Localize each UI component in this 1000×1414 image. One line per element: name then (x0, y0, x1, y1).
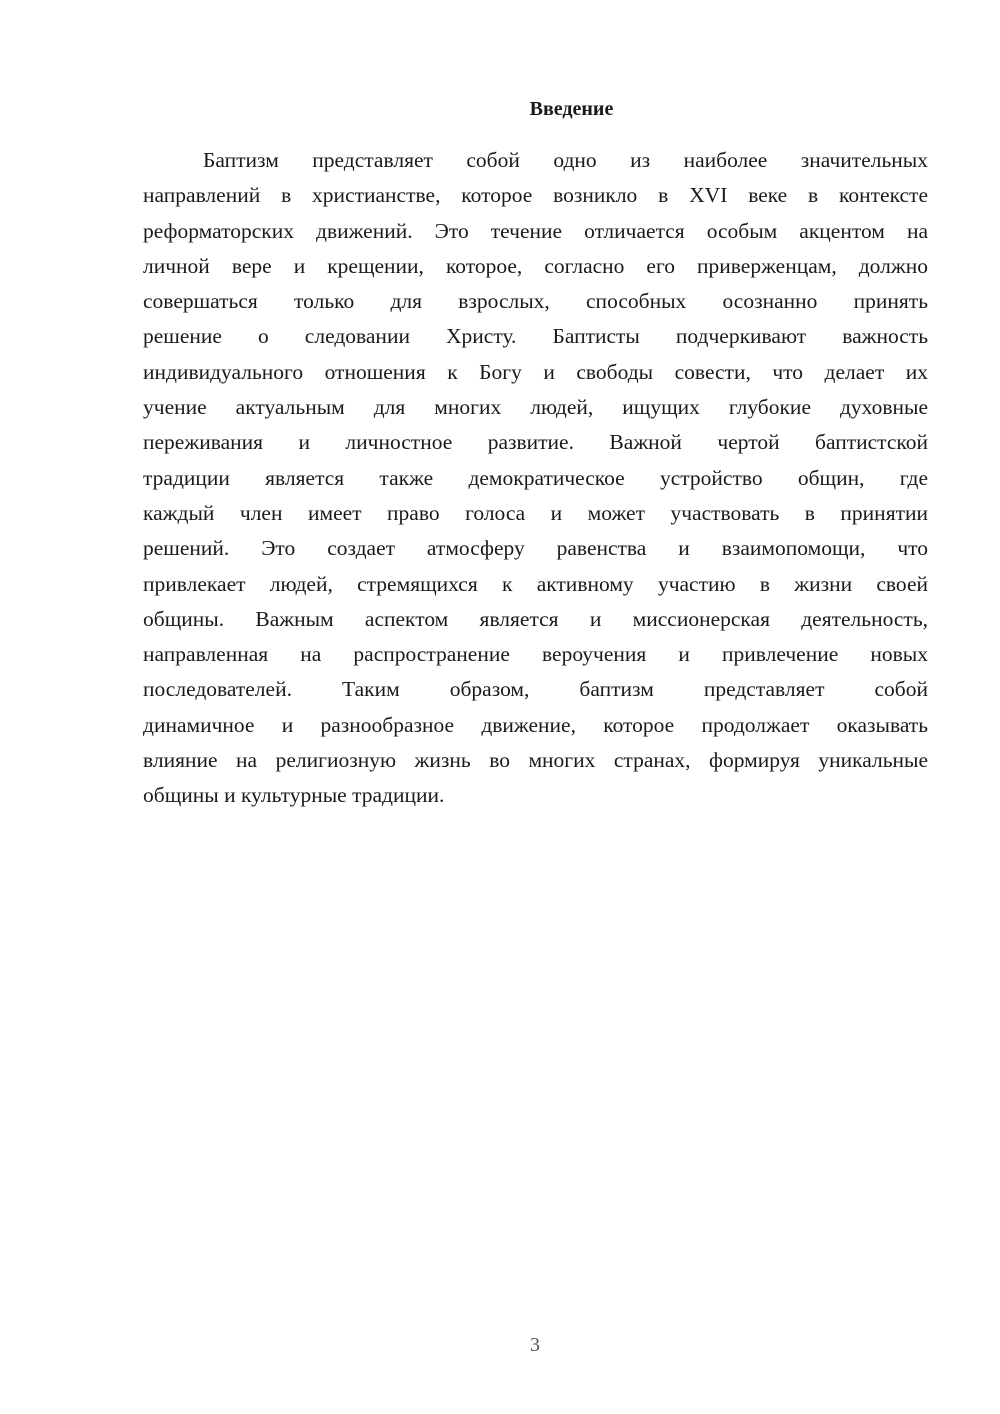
paragraph-line: каждый член имеет право голоса и может участвовать в принятии (143, 500, 928, 525)
paragraph-line: индивидуального отношения к Богу и свободы совести, что делает их (143, 359, 928, 384)
paragraph-line: общины. Важным аспектом является и миссионерская деятельность, (143, 606, 928, 631)
paragraph-line: учение актуальным для многих людей, ищущих глубокие духовные (143, 395, 928, 420)
paragraph-line: решение о следовании Христу. Баптисты подчеркивают важность (143, 324, 928, 349)
paragraph-line: Баптизм представляет собой одно из наиболее значительных (203, 148, 928, 172)
intro-paragraph (143, 143, 928, 814)
page-number: 3 (530, 1334, 540, 1356)
paragraph-line: привлекает людей, стремящихся к активному участию в жизни своей (143, 571, 928, 596)
paragraph-line: влияние на религиозную жизнь во многих странах, формируя уникальные (143, 748, 928, 773)
paragraph-line: направленная на распространение вероучения и привлечение новых (143, 642, 928, 667)
paragraph-line: традиции является также демократическое устройство общин, где (143, 465, 928, 490)
paragraph-line: совершаться только для взрослых, способных осознанно принять (143, 289, 928, 314)
paragraph-line: личной вере и крещении, которое, согласно его приверженцам, должно (143, 253, 928, 278)
paragraph-line: реформаторских движений. Это течение отличается особым акцентом на (143, 218, 928, 243)
section-title-text: Введение (529, 98, 614, 120)
paragraph-line: переживания и личностное развитие. Важной чертой баптистской (143, 430, 928, 455)
paragraph-line: динамичное и разнообразное движение, которое продолжает оказывать (143, 712, 928, 737)
paragraph-line: общины и культурные традиции. (143, 783, 445, 808)
paragraph-line: направлений в христианстве, которое возникло в XVI веке в контексте (143, 183, 928, 208)
paragraph-line: решений. Это создает атмосферу равенства и взаимопомощи, что (143, 536, 928, 561)
paragraph-line: последователей. Таким образом, баптизм представляет собой (143, 677, 928, 702)
section-title (143, 98, 928, 121)
